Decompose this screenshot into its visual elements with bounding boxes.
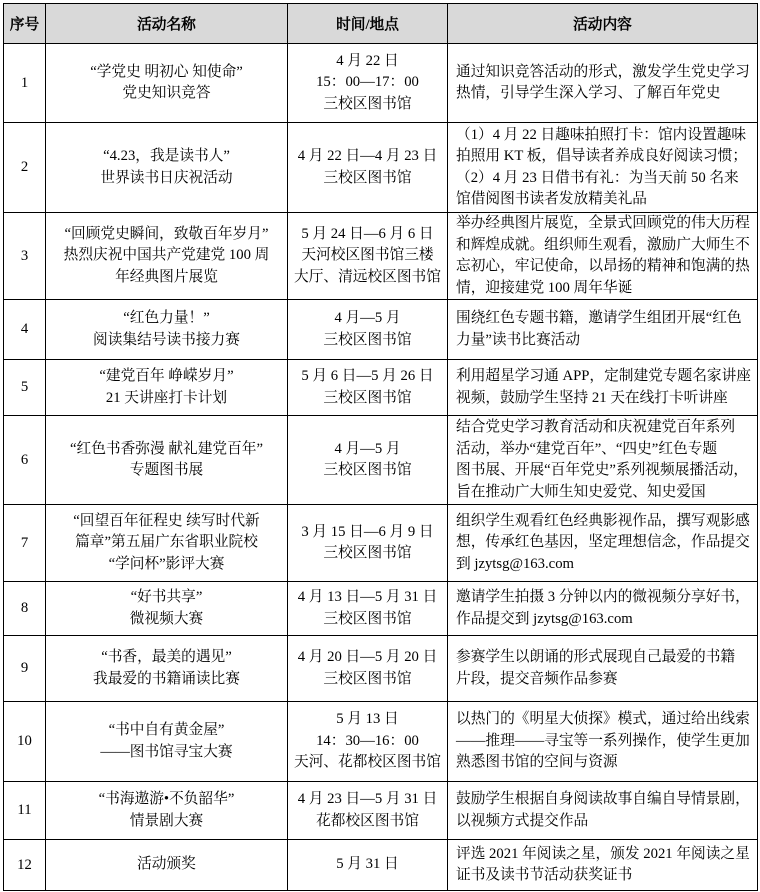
activity-content-line: 以视频方式提交作品 [456,812,589,829]
cell-activity-name [46,702,288,782]
cell-serial-number: 2 [4,123,46,213]
activity-content-line: 利用超星学习通 APP，定制建党专题名家讲座 [456,368,751,384]
cell-serial-number: 9 [4,636,46,702]
cell-activity-name [46,300,288,360]
activity-name-line: “红色力量！” [123,310,210,326]
table-row [4,213,758,300]
time-location-line: 4 月 13 日—5 月 31 日 [297,589,438,605]
cell-activity-name [46,505,288,582]
cell-activity-content [448,300,758,360]
activity-name-line: “书中自有黄金屋” [108,722,225,738]
table-row [4,300,758,360]
activity-content-line: 视频，鼓励学生坚持 21 天在线打卡听讲座 [456,389,728,406]
activity-name-line: 情景剧大赛 [129,812,204,829]
cell-activity-content [448,582,758,636]
time-location-line: 大厅、清远校区图书馆 [294,268,441,285]
cell-serial-number: 3 [4,213,46,300]
cell-time-location [288,840,448,891]
cell-time-location [288,582,448,636]
activity-name-line: “回望百年征程史 续写时代新 [73,512,260,529]
time-location-line: 天河校区图书馆三楼 [301,247,434,264]
cell-activity-content [448,416,758,505]
time-location-line: 天河、花都校区图书馆 [294,754,441,771]
cell-activity-content [448,840,758,891]
table-row [4,840,758,891]
activity-content-line: 组织学生观看红色经典影视作品，撰写观影感 [456,512,750,529]
activity-content-line: 邀请学生拍摄 3 分钟以内的微视频分享好书， [456,589,750,605]
cell-activity-content [448,782,758,840]
time-location-line: 4 月 23 日—5 月 31 日 [297,791,438,807]
activity-name-line: “4.23，我是读书人” [103,148,230,164]
table-row [4,702,758,782]
activity-name-line: 党史知识竞答 [122,85,211,101]
activity-name-line: 世界读书日庆祝活动 [100,169,233,186]
time-location-line: 三校区图书馆 [323,389,412,406]
activity-content-line: 情，迎接建党 100 周年华诞 [456,279,633,296]
table-row [4,505,758,582]
activity-content-line: 以热门的《明星大侦探》模式，通过给出线索 [456,711,750,728]
activity-content-line: 热情，引导学生深入学习、了解百年党史 [456,85,721,101]
activity-content-line: 片段，提交音频作品参赛 [456,670,618,687]
time-location-line: 4 月 22 日—4 月 23 日 [297,148,438,164]
activity-content-line: 拍照用 KT 板，倡导读者养成良好阅读习惯； [456,148,748,164]
cell-time-location [288,360,448,416]
activity-name-line: 21 天讲座打卡计划 [105,389,228,406]
cell-activity-content [448,123,758,213]
cell-serial-number: 11 [4,782,46,840]
activity-name-line: “学党史 明初心 知使命” [90,63,243,80]
activity-content-line: 到 jzytsg@163.com [456,555,574,572]
activity-name-line: 微视频大赛 [129,610,204,627]
activity-content-line: 力量”读书比赛活动 [456,331,581,348]
activity-content-line: 想，传承红色基因，坚定理想信念，作品提交 [456,534,750,551]
activity-content-line: 参赛学生以朗诵的形式展现自己最爱的书籍 [456,649,736,665]
time-location-line: 3 月 15 日—6 月 9 日 [301,523,434,540]
activity-content-line: ——推理——寻宝等一系列操作，使学生更加 [456,732,750,749]
header-activity-name: 活动名称 [46,4,288,44]
time-location-line: 三校区图书馆 [323,610,412,627]
time-location-line: 4 月—5 月 [334,310,401,326]
table-row [4,636,758,702]
activity-content-line: 举办经典图片展览，全景式回顾党的伟大历程 [456,215,750,231]
time-location-line: 三校区图书馆 [323,95,412,112]
table-row [4,582,758,636]
header-activity-content: 活动内容 [448,4,758,44]
cell-serial-number: 7 [4,505,46,582]
activity-name-line: “好书共享” [130,589,203,605]
table-row [4,360,758,416]
activity-name-line: ——图书馆寻宝大赛 [100,743,233,760]
activity-name-line: “书海遨游•不负韶华” [98,791,235,807]
activity-content-line: 熟悉图书馆的空间与资源 [456,754,618,771]
cell-activity-name [46,213,288,300]
time-location-line: 4 月 20 日—5 月 20 日 [297,649,438,665]
activity-name-line: “学问杯”影评大赛 [108,555,225,572]
time-location-line: 三校区图书馆 [323,545,412,561]
time-location-line: 5 月 13 日 [336,711,399,728]
activity-name-line: “书香，最美的遇见” [101,649,232,665]
cell-time-location [288,300,448,360]
time-location-line: 5 月 6 日—5 月 26 日 [301,368,434,384]
cell-time-location [288,416,448,505]
time-location-line: 5 月 31 日 [336,856,399,873]
activity-content-line: 围绕红色专题书籍，邀请学生组团开展“红色 [456,310,742,326]
cell-time-location [288,702,448,782]
activity-name-line: 热烈庆祝中国共产党建党 100 周 [63,247,270,264]
cell-activity-name [46,782,288,840]
table-row [4,782,758,840]
cell-serial-number: 5 [4,360,46,416]
time-location-line: 三校区图书馆 [323,169,412,186]
activity-content-line: 结合党史学习教育活动和庆祝建党百年系列 [456,419,736,435]
cell-serial-number: 10 [4,702,46,782]
activity-content-line: 和辉煌成就。组织师生观看，激励广大师生不 [456,236,750,253]
cell-time-location [288,636,448,702]
cell-serial-number: 4 [4,300,46,360]
cell-activity-name [46,360,288,416]
activity-content-line: （2）4 月 23 日借书有礼：为当天前 50 名来 [456,169,739,186]
cell-time-location [288,123,448,213]
cell-activity-name [46,44,288,123]
cell-serial-number: 12 [4,840,46,891]
cell-serial-number: 1 [4,44,46,123]
cell-activity-name [46,416,288,505]
activity-name-line: 年经典图片展览 [115,268,218,285]
time-location-line: 三校区图书馆 [323,670,412,687]
cell-serial-number: 8 [4,582,46,636]
cell-time-location [288,505,448,582]
cell-activity-content [448,213,758,300]
cell-activity-content [448,360,758,416]
cell-activity-content [448,44,758,123]
activity-content-line: 鼓励学生根据自身阅读故事自编自导情景剧， [456,791,750,807]
time-location-line: 三校区图书馆 [323,331,412,348]
activity-content-line: 通过知识竞答活动的形式，激发学生党史学习 [456,63,750,80]
activity-name-line: 阅读集结号读书接力赛 [93,331,240,348]
table-row [4,123,758,213]
cell-time-location [288,213,448,300]
cell-activity-name [46,582,288,636]
time-location-line: 花都校区图书馆 [316,812,419,829]
cell-activity-content [448,636,758,702]
activity-content-line: 评选 2021 年阅读之星，颁发 2021 年阅读之星 [456,845,750,862]
cell-activity-content [448,702,758,782]
cell-activity-name [46,840,288,891]
cell-time-location [288,782,448,840]
cell-serial-number: 6 [4,416,46,505]
activity-name-line: 我最爱的书籍诵读比赛 [93,670,240,687]
time-location-line: 5 月 24 日—6 月 6 日 [301,225,434,242]
time-location-line: 14：30—16：00 [316,732,419,749]
activity-content-line: 旨在推动广大师生知史爱党、知史爱国 [456,483,706,500]
activity-content-line: 作品提交到 jzytsg@163.com [456,610,633,627]
time-location-line: 三校区图书馆 [323,462,412,478]
activity-content-line: 馆借阅图书读者发放精美礼品 [456,191,647,207]
header-serial-number: 序号 [4,4,46,44]
activity-name-line: “建党百年 峥嵘岁月” [99,368,234,384]
activity-name-line: 活动颁奖 [137,856,196,873]
activity-name-line: “回顾党史瞬间，致敬百年岁月” [64,225,269,242]
activity-content-line: 活动，举办“建党百年”、“四史”红色专题 [456,440,718,457]
cell-activity-name [46,123,288,213]
activity-name-line: 专题图书展 [129,462,204,478]
cell-activity-content [448,505,758,582]
activity-name-line: “红色书香弥漫 献礼建党百年” [70,440,263,457]
activity-name-line: 篇章”第五届广东省职业院校 [75,534,258,551]
table-row [4,44,758,123]
time-location-line: 15：00—17：00 [316,74,419,91]
activity-content-line: 证书及读书节活动获奖证书 [456,867,633,883]
header-time-location: 时间/地点 [288,4,448,44]
activity-content-line: 忘初心，牢记使命，以昂扬的精神和饱满的热 [456,258,750,274]
cell-time-location [288,44,448,123]
time-location-line: 4 月 22 日 [336,52,399,69]
table-header-row [4,4,758,44]
cell-activity-name [46,636,288,702]
activity-content-line: 图书展、开展“百年党史”系列视频展播活动， [456,462,749,478]
activity-table [3,3,758,891]
time-location-line: 4 月—5 月 [334,440,401,457]
table-row [4,416,758,505]
activity-content-line: （1）4 月 22 日趣味拍照打卡：馆内设置趣味 [456,126,747,143]
